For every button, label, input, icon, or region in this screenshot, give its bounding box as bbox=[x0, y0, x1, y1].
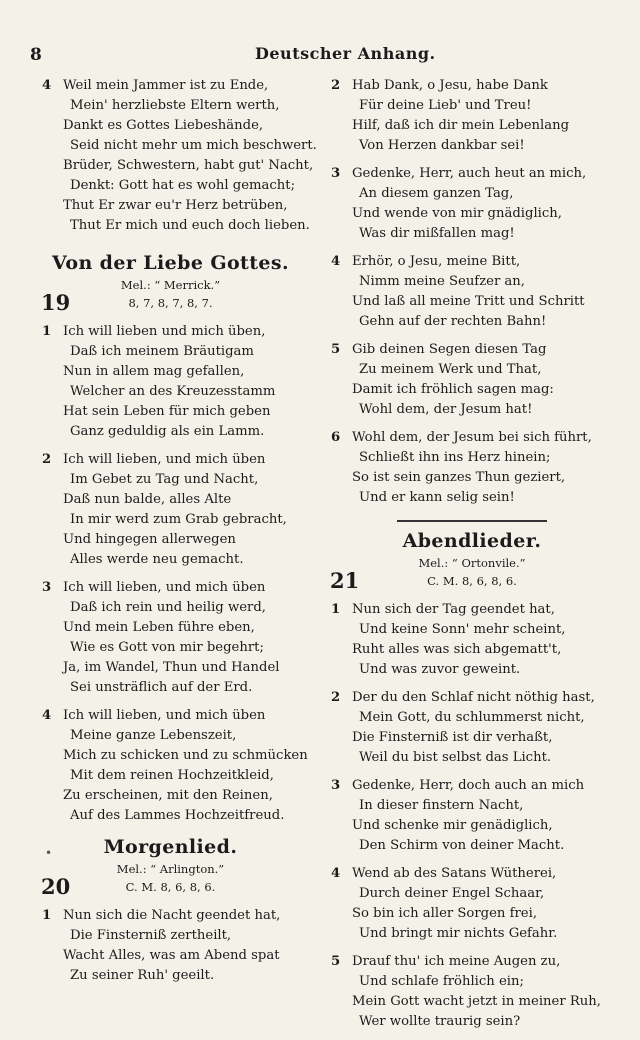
hymn-number: 20 bbox=[41, 874, 71, 899]
verse-line: Und bringt mir nichts Gefahr. bbox=[359, 926, 558, 941]
stanza bbox=[33, 322, 308, 442]
stanza bbox=[322, 864, 622, 944]
verse-line: Dankt es Gottes Liebeshände, bbox=[63, 118, 264, 133]
verse-line: Hat sein Leben für mich geben bbox=[63, 404, 271, 419]
verse-line: Die Finsterniß ist dir verhaßt, bbox=[352, 730, 553, 745]
verse-line: Im Gebet zu Tag und Nacht, bbox=[70, 472, 259, 487]
verse-line: Und er kann selig sein! bbox=[359, 490, 515, 505]
stanza-number: 6 bbox=[331, 430, 341, 445]
verse-line: Und hingegen allerwegen bbox=[63, 532, 236, 547]
running-title: Deutscher Anhang. bbox=[255, 44, 436, 63]
verse-line: Thut Er zwar eu'r Herz betrüben, bbox=[63, 198, 288, 213]
stanza-number: 2 bbox=[331, 690, 341, 705]
melody-morgen: Mel.: “ Arlington.” bbox=[116, 862, 225, 876]
right-column bbox=[322, 76, 622, 1040]
verse-line: Mit dem reinen Hochzeitkleid, bbox=[70, 768, 274, 783]
verse-line: Gedenke, Herr, doch auch an mich bbox=[352, 778, 585, 793]
stanza bbox=[322, 688, 622, 768]
hymn-21-stanzas bbox=[322, 600, 622, 1032]
verse-line: Auf des Lammes Hochzeitfreud. bbox=[70, 808, 285, 823]
stanza-number: 4 bbox=[331, 254, 341, 269]
stanza-number: 3 bbox=[331, 778, 341, 793]
stanza-number: 4 bbox=[331, 866, 341, 881]
hymn-19-stanzas bbox=[33, 322, 308, 826]
verse-line: Und was zuvor geweint. bbox=[359, 662, 521, 677]
meter: 8, 7, 8, 7, 8, 7. bbox=[128, 296, 213, 310]
verse-line: Nun sich der Tag geendet hat, bbox=[352, 602, 555, 617]
stanza-number: 5 bbox=[331, 954, 341, 969]
verse-line: Meine ganze Lebenszeit, bbox=[70, 728, 237, 743]
verse-line: So ist sein ganzes Thun geziert, bbox=[352, 470, 566, 485]
verse-line: Und mein Leben führe eben, bbox=[63, 620, 255, 635]
stanza-number: 2 bbox=[331, 78, 341, 93]
verse-line: Ja, im Wandel, Thun und Handel bbox=[63, 660, 280, 675]
verse-line: Ganz geduldig als ein Lamm. bbox=[70, 424, 265, 439]
meter: C. M. 8, 6, 8, 6. bbox=[427, 574, 517, 588]
verse-line: So bin ich aller Sorgen frei, bbox=[352, 906, 538, 921]
verse-line: Alles werde neu gemacht. bbox=[70, 552, 244, 567]
verse-line: Ich will lieben, und mich üben bbox=[63, 580, 266, 595]
stanza bbox=[322, 428, 622, 508]
verse-line: Seid nicht mehr um mich beschwert. bbox=[70, 138, 317, 153]
page-number: 8 bbox=[30, 45, 42, 65]
verse-line: Den Schirm von deiner Macht. bbox=[359, 838, 565, 853]
verse-line: Wie es Gott von mir begehrt; bbox=[70, 640, 264, 655]
section-title-morgen: Morgenlied. bbox=[103, 836, 238, 858]
verse-line: Was dir mißfallen mag! bbox=[359, 226, 515, 241]
stanza-number: 2 bbox=[42, 452, 52, 467]
stanza-number: 1 bbox=[42, 324, 52, 339]
verse-line: Für deine Lieb' und Treu! bbox=[359, 98, 532, 113]
verse-line: Nimm meine Seufzer an, bbox=[359, 274, 525, 289]
verse-line: Gedenke, Herr, auch heut an mich, bbox=[352, 166, 587, 181]
stanza bbox=[322, 952, 622, 1032]
verse-line: Nun sich die Nacht geendet hat, bbox=[63, 908, 281, 923]
ornament-dot-icon: • bbox=[45, 846, 53, 860]
left-column bbox=[33, 76, 317, 994]
verse-line: Daß ich meinem Bräutigam bbox=[70, 344, 254, 359]
verse-line: Zu seiner Ruh' geeilt. bbox=[70, 968, 215, 983]
verse-line: Zu erscheinen, mit den Reinen, bbox=[63, 788, 273, 803]
verse-line: Weil mein Jammer ist zu Ende, bbox=[63, 78, 269, 93]
verse-line: Durch deiner Engel Schaar, bbox=[359, 886, 545, 901]
verse-line: Mein' herzliebste Eltern werth, bbox=[70, 98, 280, 113]
section-title-abend: Abendlieder. bbox=[402, 530, 542, 552]
verse-line: Sei unsträflich auf der Erd. bbox=[70, 680, 253, 695]
verse-line: Und laß all meine Tritt und Schritt bbox=[352, 294, 585, 309]
verse-line: Gib deinen Segen diesen Tag bbox=[352, 342, 547, 357]
verse-line: Von Herzen dankbar sei! bbox=[359, 138, 525, 153]
verse-line: Mein Gott, du schlummerst nicht, bbox=[359, 710, 585, 725]
stanza-number: 3 bbox=[331, 166, 341, 181]
stanza-number: 1 bbox=[331, 602, 341, 617]
stanza bbox=[322, 600, 622, 680]
hymn-head-20 bbox=[33, 874, 308, 902]
verse-line: Wohl dem, der Jesum bei sich führt, bbox=[352, 430, 592, 445]
stanza bbox=[322, 76, 622, 156]
verse-line: An diesem ganzen Tag, bbox=[359, 186, 514, 201]
verse-line: Hilf, daß ich dir mein Lebenlang bbox=[352, 118, 570, 133]
verse-line: Mein Gott wacht jetzt in meiner Ruh, bbox=[352, 994, 601, 1009]
verse-line: Ich will lieben, und mich üben bbox=[63, 708, 266, 723]
section-divider bbox=[397, 520, 547, 522]
stanza bbox=[33, 906, 308, 986]
hymn-20-stanzas bbox=[33, 906, 308, 986]
stanza-number: 4 bbox=[42, 78, 52, 93]
stanza-number: 1 bbox=[42, 908, 52, 923]
verse-line: Daß nun balde, alles Alte bbox=[63, 492, 232, 507]
verse-line: Die Finsterniß zertheilt, bbox=[70, 928, 232, 943]
verse-line: Und schlafe fröhlich ein; bbox=[359, 974, 524, 989]
verse-line: Gehn auf der rechten Bahn! bbox=[359, 314, 547, 329]
stanza-number: 4 bbox=[42, 708, 52, 723]
verse-line: Wer wollte traurig sein? bbox=[359, 1014, 521, 1029]
stanza bbox=[33, 578, 308, 698]
verse-line: Zu meinem Werk und That, bbox=[359, 362, 542, 377]
stanza bbox=[33, 706, 308, 826]
verse-line: Wohl dem, der Jesum hat! bbox=[359, 402, 533, 417]
verse-line: Und wende von mir gnädiglich, bbox=[352, 206, 562, 221]
verse-line: Damit ich fröhlich sagen mag: bbox=[352, 382, 554, 397]
verse-line: Und schenke mir genädiglich, bbox=[352, 818, 553, 833]
verse-line: Wacht Alles, was am Abend spat bbox=[63, 948, 280, 963]
verse-line: Ich will lieben, und mich üben bbox=[63, 452, 266, 467]
hymn-head-21 bbox=[322, 568, 622, 596]
stanza bbox=[322, 340, 622, 420]
verse-line: Der du den Schlaf nicht nöthig hast, bbox=[352, 690, 595, 705]
verse-line: Brüder, Schwestern, habt gut' Nacht, bbox=[63, 158, 314, 173]
verse-line: Drauf thu' ich meine Augen zu, bbox=[352, 954, 561, 969]
hymn-number: 19 bbox=[41, 290, 71, 315]
verse-line: Wend ab des Satans Wütherei, bbox=[352, 866, 557, 881]
stanza-number: 3 bbox=[42, 580, 52, 595]
verse-line: Erhör, o Jesu, meine Bitt, bbox=[352, 254, 521, 269]
verse-line: Thut Er mich und euch doch lieben. bbox=[70, 218, 310, 233]
melody-abend: Mel.: “ Ortonvile.” bbox=[418, 556, 526, 570]
stanza bbox=[322, 252, 622, 332]
verse-line: Und keine Sonn' mehr scheint, bbox=[359, 622, 566, 637]
verse-line: Mich zu schicken und zu schmücken bbox=[63, 748, 308, 763]
section-title-liebe: Von der Liebe Gottes. bbox=[51, 252, 289, 274]
verse-line: Schließt ihn ins Herz hinein; bbox=[359, 450, 551, 465]
verse-line: Welcher an des Kreuzesstamm bbox=[70, 384, 276, 399]
melody-liebe: Mel.: “ Merrick.” bbox=[120, 278, 221, 292]
verse-line: Daß ich rein und heilig werd, bbox=[70, 600, 266, 615]
verse-line: Denkt: Gott hat es wohl gemacht; bbox=[70, 178, 296, 193]
verse-line: In dieser finstern Nacht, bbox=[359, 798, 524, 813]
hymn-head-19 bbox=[33, 290, 308, 318]
verse-line: Nun in allem mag gefallen, bbox=[63, 364, 245, 379]
stanza-number: 5 bbox=[331, 342, 341, 357]
hymn-number: 21 bbox=[330, 568, 360, 593]
verse-line: Weil du bist selbst das Licht. bbox=[359, 750, 552, 765]
verse-line: Ich will lieben und mich üben, bbox=[63, 324, 266, 339]
verse-line: Hab Dank, o Jesu, habe Dank bbox=[352, 78, 548, 93]
stanza bbox=[322, 164, 622, 244]
stanza bbox=[33, 450, 308, 570]
verse-line: Ruht alles was sich abgematt't, bbox=[352, 642, 562, 657]
stanza bbox=[322, 776, 622, 856]
verse-line: In mir werd zum Grab gebracht, bbox=[70, 512, 287, 527]
right-stanzas-before bbox=[322, 76, 622, 508]
meter: C. M. 8, 6, 8, 6. bbox=[125, 880, 216, 894]
stanza bbox=[33, 76, 317, 236]
left-stanzas-before bbox=[33, 76, 317, 236]
